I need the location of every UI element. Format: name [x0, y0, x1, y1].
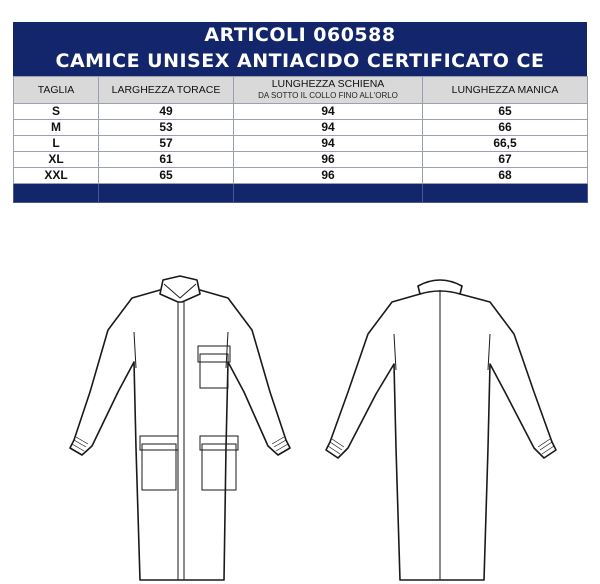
size-table — [13, 76, 588, 203]
column-header-chest: LARGHEZZA TORACE — [99, 77, 234, 104]
cell-size: S — [14, 104, 99, 120]
cell-size: XL — [14, 152, 99, 168]
table-row — [14, 168, 588, 184]
column-header-back-length — [234, 77, 423, 104]
cell-sleeve: 65 — [423, 104, 588, 120]
lab-coat-back-illustration — [318, 272, 568, 584]
cell-chest: 57 — [99, 136, 234, 152]
table-header-row — [14, 77, 588, 104]
table-row — [14, 104, 588, 120]
cell-size: M — [14, 120, 99, 136]
table-row — [14, 152, 588, 168]
product-name-title: CAMICE UNISEX ANTIACIDO CERTIFICATO CE — [55, 50, 545, 72]
cell-back-length: 94 — [234, 136, 423, 152]
cell-back-length: 94 — [234, 120, 423, 136]
table-footer-band — [14, 184, 588, 203]
cell-back-length: 94 — [234, 104, 423, 120]
back-length-note: DA SOTTO IL COLLO FINO ALL'ORLO — [258, 91, 398, 100]
cell-size: XXL — [14, 168, 99, 184]
cell-chest: 65 — [99, 168, 234, 184]
back-length-label: LUNGHEZZA SCHIENA — [271, 78, 385, 90]
lab-coat-front-illustration — [60, 272, 300, 584]
size-chart — [13, 22, 587, 203]
cell-chest: 53 — [99, 120, 234, 136]
article-code-title: ARTICOLI 060588 — [204, 24, 396, 46]
cell-back-length: 96 — [234, 168, 423, 184]
cell-size: L — [14, 136, 99, 152]
cell-chest: 49 — [99, 104, 234, 120]
title-banner — [13, 22, 587, 76]
cell-sleeve: 67 — [423, 152, 588, 168]
column-header-size: TAGLIA — [14, 77, 99, 104]
table-row — [14, 136, 588, 152]
cell-back-length: 96 — [234, 152, 423, 168]
cell-sleeve: 66,5 — [423, 136, 588, 152]
garment-illustrations — [0, 262, 600, 584]
table-row — [14, 120, 588, 136]
cell-sleeve: 66 — [423, 120, 588, 136]
cell-sleeve: 68 — [423, 168, 588, 184]
cell-chest: 61 — [99, 152, 234, 168]
column-header-sleeve: LUNGHEZZA MANICA — [423, 77, 588, 104]
